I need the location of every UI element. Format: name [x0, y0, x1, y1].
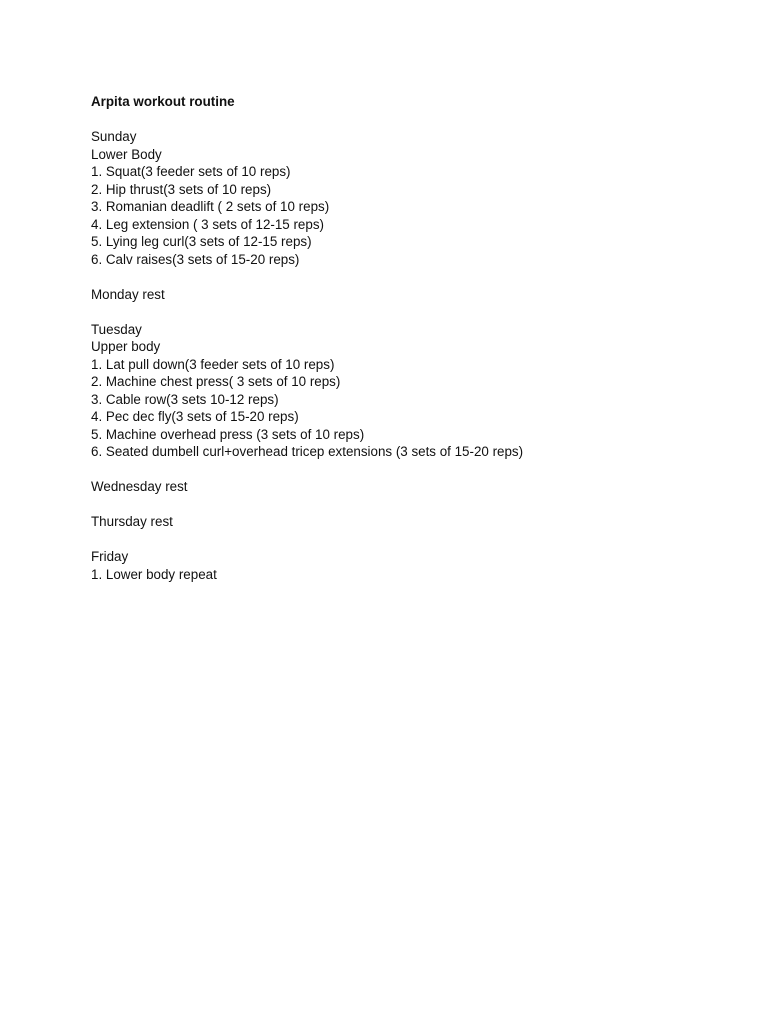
blank-line: [91, 268, 741, 286]
tuesday-exercise: 1. Lat pull down(3 feeder sets of 10 reps): [91, 356, 335, 372]
document-title: Arpita workout routine: [91, 94, 235, 109]
monday-rest: Monday rest: [91, 286, 165, 302]
sunday-exercise: 3. Romanian deadlift ( 2 sets of 10 reps): [91, 199, 330, 214]
sunday-exercise: 6. Calv raises(3 sets of 15-20 reps): [91, 251, 300, 267]
blank-line: [91, 496, 741, 514]
friday-exercise: 1. Lower body repeat: [91, 566, 217, 582]
blank-line: [91, 531, 741, 549]
blank-line: [91, 111, 741, 129]
document-body: [91, 93, 741, 583]
thursday-rest: Thursday rest: [91, 514, 173, 529]
tuesday-exercise: 6. Seated dumbell curl+overhead tricep extensions (3 sets of 15-20 reps): [91, 444, 524, 459]
tuesday-exercise: 5. Machine overhead press (3 sets of 10 reps): [91, 426, 365, 442]
sunday-exercise: 5. Lying leg curl(3 sets of 12-15 reps): [91, 234, 312, 249]
tuesday-exercise: 3. Cable row(3 sets 10-12 reps): [91, 391, 279, 407]
blank-line: [91, 303, 741, 321]
sunday-exercise: 1. Squat(3 feeder sets of 10 reps): [91, 164, 291, 179]
tuesday-heading: Tuesday: [91, 321, 142, 337]
tuesday-focus: Upper body: [91, 339, 161, 354]
wednesday-rest: Wednesday rest: [91, 479, 188, 494]
sunday-exercise: 2. Hip thrust(3 sets of 10 reps): [91, 181, 272, 197]
sunday-exercise: 4. Leg extension ( 3 sets of 12-15 reps): [91, 216, 324, 232]
sunday-focus: Lower Body: [91, 146, 162, 162]
blank-line: [91, 461, 741, 479]
tuesday-exercise: 4. Pec dec fly(3 sets of 15-20 reps): [91, 409, 299, 424]
sunday-heading: Sunday: [91, 129, 137, 144]
friday-heading: Friday: [91, 549, 129, 564]
tuesday-exercise: 2. Machine chest press( 3 sets of 10 reps): [91, 374, 341, 389]
